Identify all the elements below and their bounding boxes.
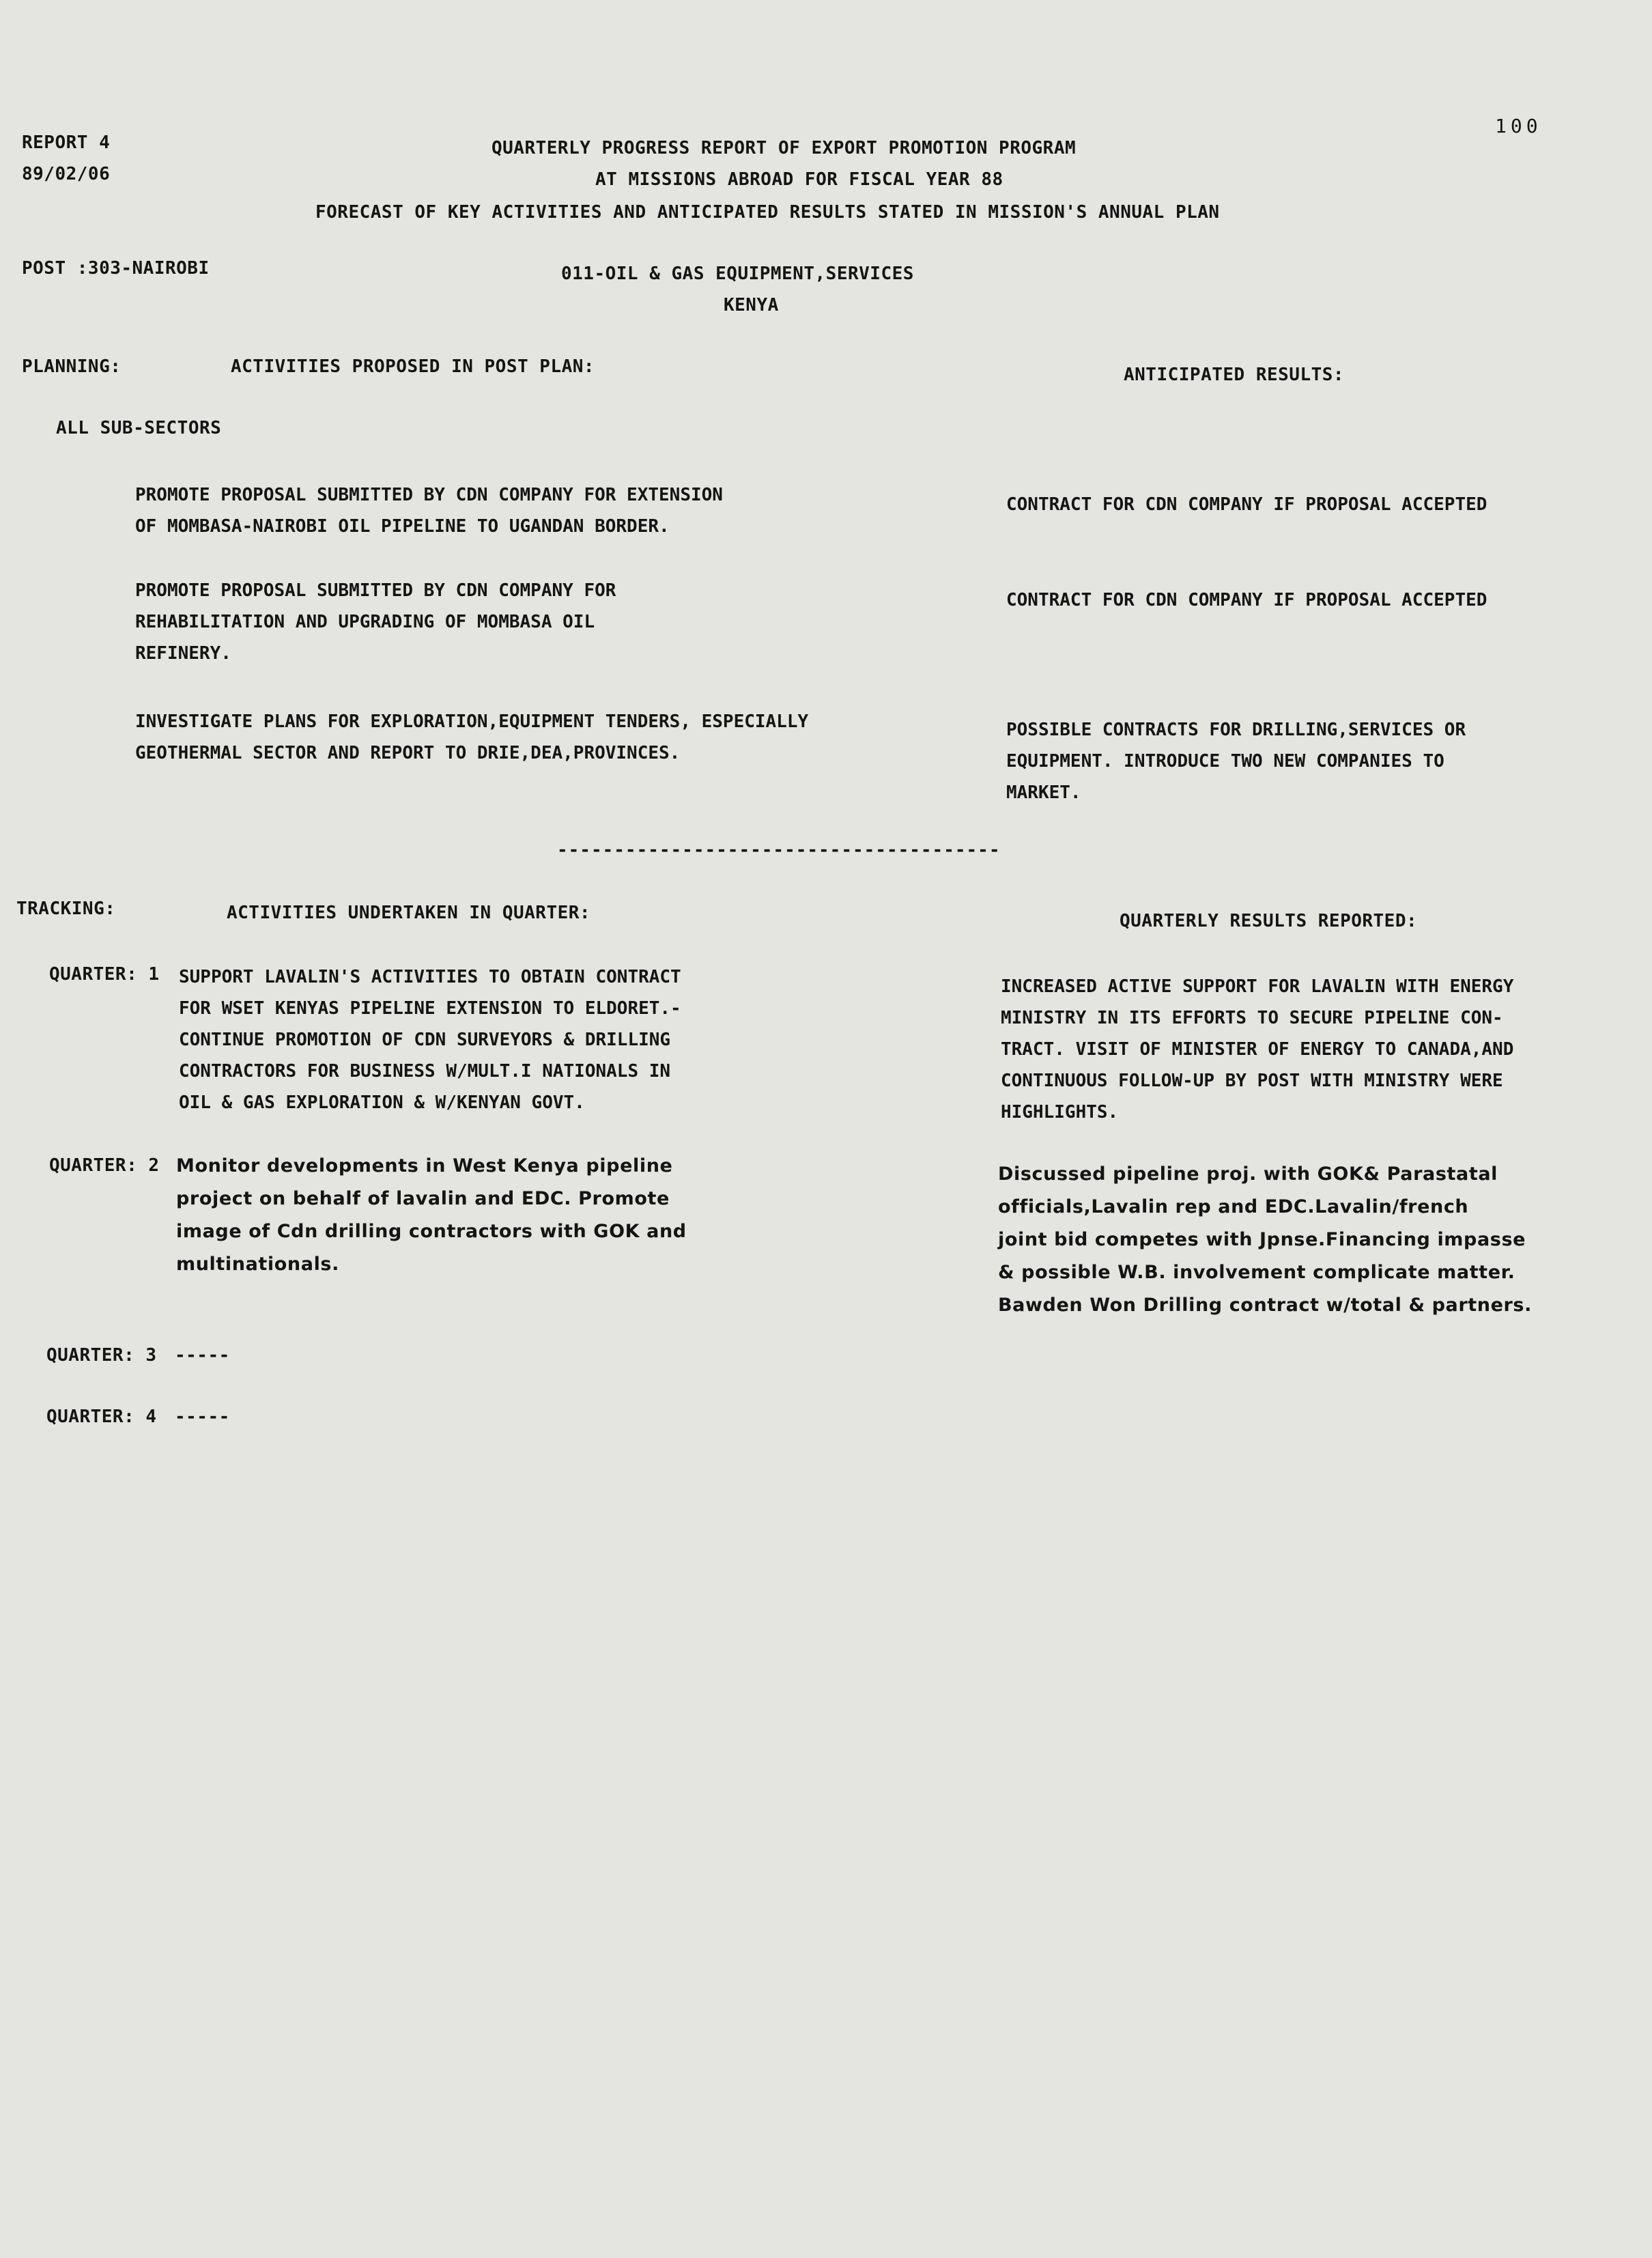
text-line: multinationals. [176,1254,339,1275]
text-line: REHABILITATION AND UPGRADING OF MOMBASA OIL [135,612,595,632]
text-line: & possible W.B. involvement complicate matter. [998,1262,1515,1283]
planning-result-2 [1006,584,1487,616]
text-line: INVESTIGATE PLANS FOR EXPLORATION,EQUIPMENT TENDERS, ESPECIALLY [135,711,809,732]
page-number: 100 [1495,115,1542,137]
planning-activities-header: ACTIVITIES PROPOSED IN POST PLAN: [231,356,595,377]
text-line: image of Cdn drilling contractors with GOK and [176,1221,687,1242]
planning-activity-1 [135,479,723,542]
quarter-4-label: QUARTER: 4 [46,1407,157,1427]
text-line: CONTINUOUS FOLLOW-UP BY POST WITH MINISTRY WERE [1001,1071,1503,1091]
quarter-3-activity: ----- [175,1345,230,1366]
quarter-1-activity [179,961,681,1118]
text-line: HIGHLIGHTS. [1001,1102,1119,1123]
text-line: Monitor developments in West Kenya pipeline [176,1155,673,1176]
quarter-2-result [998,1158,1532,1322]
text-line: FOR WSET KENYAS PIPELINE EXTENSION TO ELDORET.- [179,998,681,1019]
planning-label: PLANNING: [22,356,122,377]
text-line: Bawden Won Drilling contract w/total & partners. [998,1295,1532,1316]
text-line: MARKET. [1006,782,1081,803]
planning-result-3 [1006,714,1466,808]
text-line: INCREASED ACTIVE SUPPORT FOR LAVALIN WITH ENERGY [1001,976,1514,997]
report-date: 89/02/06 [22,164,111,184]
quarter-2-label: QUARTER: 2 [49,1155,160,1176]
text-line: PROMOTE PROPOSAL SUBMITTED BY CDN COMPANY FOR [135,580,616,601]
text-line: project on behalf of lavalin and EDC. Promote [176,1188,670,1209]
report-label: REPORT 4 [22,132,111,153]
planning-activity-2 [135,575,616,669]
text-line: CONTRACTORS FOR BUSINESS W/MULT.I NATIONALS IN [179,1061,671,1082]
text-line: PROMOTE PROPOSAL SUBMITTED BY CDN COMPANY FOR EXTENSION [135,485,723,505]
quarter-1-result [1001,971,1513,1128]
tracking-activities-header: ACTIVITIES UNDERTAKEN IN QUARTER: [227,903,591,923]
text-line: CONTRACT FOR CDN COMPANY IF PROPOSAL ACCEPTED [1006,590,1487,610]
tracking-results-header: QUARTERLY RESULTS REPORTED: [1120,911,1418,931]
text-line: REFINERY. [135,643,231,664]
text-line: EQUIPMENT. INTRODUCE TWO NEW COMPANIES TO [1006,751,1444,772]
text-line: SUPPORT LAVALIN'S ACTIVITIES TO OBTAIN CONTRACT [179,967,681,987]
title-line-1: QUARTERLY PROGRESS REPORT OF EXPORT PROMOTION PROGRAM [492,138,1077,158]
quarter-4-activity: ----- [175,1407,230,1427]
post-label: POST :303-NAIROBI [22,258,210,279]
section-separator: --------------------------------------- [557,840,1001,860]
text-line: MINISTRY IN ITS EFFORTS TO SECURE PIPELINE CON- [1001,1008,1503,1028]
quarter-1-label: QUARTER: 1 [49,964,160,985]
planning-results-header: ANTICIPATED RESULTS: [1124,365,1345,385]
text-line: joint bid competes with Jpnse.Financing impasse [998,1229,1526,1250]
text-line: GEOTHERMAL SECTOR AND REPORT TO DRIE,DEA,PROVINCES. [135,743,681,763]
title-line-3: FORECAST OF KEY ACTIVITIES AND ANTICIPATED RESULTS STATED IN MISSION'S ANNUAL PLAN [315,202,1220,223]
text-line: officials,Lavalin rep and EDC.Lavalin/french [998,1196,1469,1217]
tracking-label: TRACKING: [16,899,116,919]
quarter-3-label: QUARTER: 3 [46,1345,157,1366]
title-line-2: AT MISSIONS ABROAD FOR FISCAL YEAR 88 [595,169,1003,190]
planning-activity-3 [135,706,808,769]
text-line: CONTRACT FOR CDN COMPANY IF PROPOSAL ACCEPTED [1006,494,1487,515]
text-line: OF MOMBASA-NAIROBI OIL PIPELINE TO UGANDAN BORDER. [135,516,670,537]
text-line: OIL & GAS EXPLORATION & W/KENYAN GOVT. [179,1092,585,1113]
subsector-label: ALL SUB-SECTORS [56,418,222,438]
country-label: KENYA [724,295,779,315]
text-line: CONTINUE PROMOTION OF CDN SURVEYORS & DRILLING [179,1030,671,1050]
planning-result-1 [1006,489,1487,520]
quarter-2-activity [176,1150,687,1281]
text-line: POSSIBLE CONTRACTS FOR DRILLING,SERVICES OR [1006,720,1466,740]
sector-label: 011-OIL & GAS EQUIPMENT,SERVICES [561,264,914,284]
text-line: Discussed pipeline proj. with GOK& Parastatal [998,1163,1498,1185]
text-line: TRACT. VISIT OF MINISTER OF ENERGY TO CANADA,AND [1001,1039,1514,1060]
